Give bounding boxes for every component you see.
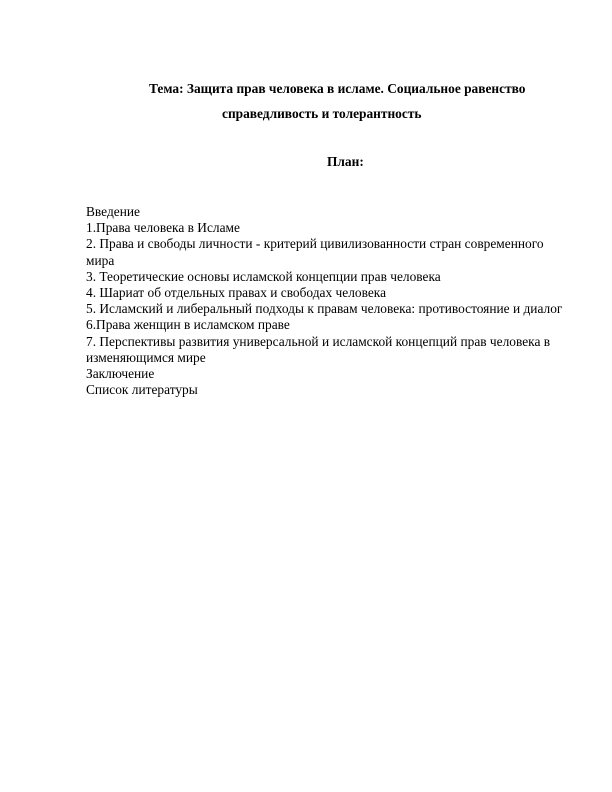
document-title-line-2: справедливость и толерантность xyxy=(222,106,422,121)
plan-heading: План: xyxy=(327,154,364,169)
toc-item-4: 4. Шариат об отдельных правах и свободах человека xyxy=(86,285,387,301)
toc-item-conclusion: Заключение xyxy=(86,366,155,382)
toc-item-6: 6.Права женщин в исламском праве xyxy=(86,317,290,333)
toc-item-1: 1.Права человека в Исламе xyxy=(86,220,240,236)
toc-item-3: 3. Теоретические основы исламской концепции прав человека xyxy=(86,268,441,284)
toc-item-references: Список литературы xyxy=(86,382,198,398)
toc-item-5: 5. Исламский и либеральный подходы к правам человека: противостояние и диалог xyxy=(86,301,563,317)
toc-item-introduction: Введение xyxy=(86,204,140,219)
document-title-line-1: Тема: Защита прав человека в исламе. Социальное равенство xyxy=(149,81,526,96)
toc-item-2: 2. Права и свободы личности - критерий цивилизованности стран современного мира xyxy=(86,236,544,268)
toc-item-7: 7. Перспективы развития универсальной и исламской концепций прав человека в изменяющимся мире xyxy=(86,333,551,365)
table-of-contents xyxy=(86,204,572,398)
